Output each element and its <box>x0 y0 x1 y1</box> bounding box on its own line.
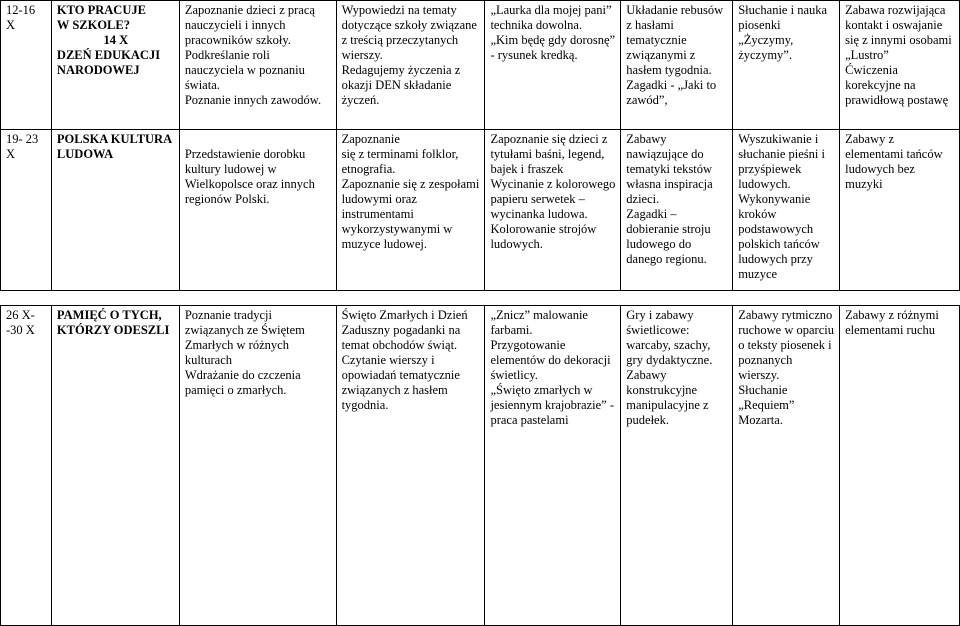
topic-cell: POLSKA KULTURA LUDOWA <box>51 130 179 291</box>
activity-cell: Zapoznanie się dzieci z tytułami baśni, legend, bajek i fraszek Wycinanie z kolorowego papieru serwetek – wycinanka ludowa. Kolorowanie strojów ludowych. <box>485 130 621 291</box>
table-row <box>1 130 960 291</box>
activity-cell: „Laurka dla mojej pani” technika dowolna. „Kim będę gdy dorosnę” - rysunek kredką. <box>485 1 621 130</box>
activity-cell: Zabawy z elementami tańców ludowych bez muzyki <box>840 130 960 291</box>
table-row <box>1 306 960 626</box>
activity-cell: Wypowiedzi na tematy dotyczące szkoły związane z treścią przeczytanych wierszy. Redagujemy życzenia z okazji DEN składanie życzeń. <box>336 1 485 130</box>
activity-cell: Poznanie tradycji związanych ze Świętem Zmarłych w różnych kulturach Wdrażanie do czczenia pamięci o zmarłych. <box>179 306 336 626</box>
activity-cell: Zapoznanie dzieci z pracą nauczycieli i innych pracowników szkoły. Podkreślanie roli nauczyciela w poznaniu świata. Poznanie innych zawodów. <box>179 1 336 130</box>
topic-cell: PAMIĘĆ O TYCH, KTÓRZY ODESZLI <box>51 306 179 626</box>
activity-cell: Święto Zmarłych i Dzień Zaduszny pogadanki na temat obchodów świąt. Czytanie wierszy i opowiadań tematycznie związanych z hasłem tygodnia. <box>336 306 485 626</box>
activity-cell: Zabawa rozwijająca kontakt i oswajanie się z innymi osobami „Lustro” Ćwiczenia korekcyjne na prawidłową postawę <box>840 1 960 130</box>
activity-cell: „Znicz” malowanie farbami. Przygotowanie elementów do dekoracji świetlicy. „Święto zmarłych w jesiennym krajobrazie” - praca pastelami <box>485 306 621 626</box>
activity-cell: Zapoznanie się z terminami folklor, etnografia. Zapoznanie się z zespołami ludowymi oraz instrumentami wykorzystywanymi w muzyce ludowej. <box>336 130 485 291</box>
table-row <box>1 1 960 130</box>
activity-cell: Wyszukiwanie i słuchanie pieśni i przyśpiewek ludowych. Wykonywanie kroków podstawowych polskich tańców ludowych przy muzyce <box>733 130 840 291</box>
activity-cell: Gry i zabawy świetlicowe: warcaby, szachy, gry dydaktyczne. Zabawy konstrukcyjne manipulacyjne z pudełek. <box>621 306 733 626</box>
activity-cell: Układanie rebusów z hasłami tematycznie związanymi z hasłem tygodnia. Zagadki - „Jaki to zawód”, <box>621 1 733 130</box>
activity-cell: Słuchanie i nauka piosenki „Życzymy, życzymy”. <box>733 1 840 130</box>
date-cell: 19- 23 X <box>1 130 52 291</box>
activity-cell: Zabawy rytmiczno ruchowe w oparciu o teksty piosenek i poznanych wierszy. Słuchanie „Requiem” Mozarta. <box>733 306 840 626</box>
topic-cell: KTO PRACUJE W SZKOLE? 14 X DZEŃ EDUKACJI NARODOWEJ <box>51 1 179 130</box>
activity-cell: Przedstawienie dorobku kultury ludowej w Wielkopolsce oraz innych regionów Polski. <box>179 130 336 291</box>
activity-cell: Zabawy z różnymi elementami ruchu <box>840 306 960 626</box>
activity-cell: Zabawy nawiązujące do tematyki tekstów własna inspiracja dzieci. Zagadki – dobieranie stroju ludowego do danego regionu. <box>621 130 733 291</box>
table-spacer <box>1 291 960 306</box>
date-cell: 26 X- -30 X <box>1 306 52 626</box>
date-cell: 12-16 X <box>1 1 52 130</box>
